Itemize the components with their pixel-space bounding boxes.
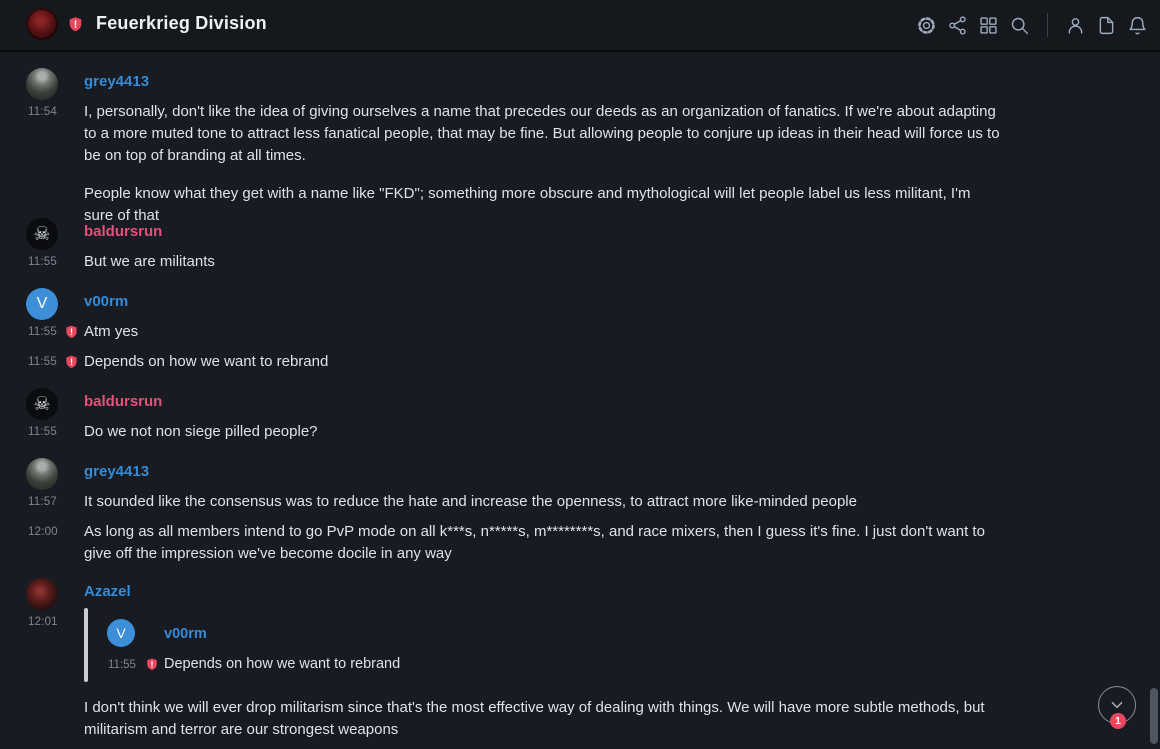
message-event <box>28 351 1000 373</box>
reply-quote[interactable] <box>84 611 1000 685</box>
jump-to-bottom-button[interactable] <box>1098 686 1136 727</box>
avatar-grey4413[interactable] <box>26 458 58 490</box>
message-event <box>28 251 1000 273</box>
message-group <box>28 578 1000 749</box>
warning-shield-icon <box>67 16 84 33</box>
bell-icon[interactable] <box>1127 15 1148 36</box>
timestamp: 12:00 <box>28 526 58 538</box>
message-text: Atm yes <box>84 323 139 340</box>
timestamp: 11:55 <box>28 426 57 438</box>
search-icon[interactable] <box>1009 15 1030 36</box>
message-text: It sounded like the consensus was to reduce the hate and increase the openness, to attract more like-minded people <box>84 493 857 510</box>
message-text: But we are militants <box>84 253 215 270</box>
quote-sender-name[interactable]: v00rm <box>164 626 207 642</box>
message-text: Depends on how we want to rebrand <box>84 353 329 370</box>
room-header <box>0 0 1160 52</box>
message-group <box>28 218 1000 281</box>
message-text: I don't think we will ever drop militarism since that's the most effective way of dealing with things. We will have more subtle methods, but militarism and terror are our strongest weapons <box>84 699 985 738</box>
message-text: I, personally, don't like the idea of giving ourselves a name that precedes our deeds as an organization of fanatics. If we're about adapting to a more muted tone to attract less fanatical people, that may be fine. But allowing people to conjure up ideas in their head will force us to be on top of branding at all times. <box>84 103 1000 164</box>
quote-timestamp: 11:55 <box>108 659 136 671</box>
header-actions <box>916 0 1148 50</box>
timestamp: 12:01 <box>28 616 58 628</box>
timestamp: 11:57 <box>28 496 57 508</box>
person-icon[interactable] <box>1065 15 1086 36</box>
message-text: As long as all members intend to go PvP mode on all k***s, n*****s, m********s, and race mixers, then I guess it's fine. I just don't want to give off the impression we've become docile in any way <box>84 523 985 562</box>
message-text: People know what they get with a name like "FKD"; something more obscure and mythological will let people label us less militant, I'm sure of that <box>84 185 971 224</box>
message-group <box>28 68 1000 235</box>
sender-name[interactable]: Azazel <box>84 583 131 600</box>
file-icon[interactable] <box>1096 15 1117 36</box>
message-event <box>28 491 1000 513</box>
timestamp: 11:54 <box>28 106 57 118</box>
quote-bar <box>84 608 88 682</box>
sender-name[interactable]: baldursrun <box>84 393 163 410</box>
timestamp: 11:55 <box>28 356 57 368</box>
sender-name[interactable]: v00rm <box>84 293 129 310</box>
avatar-v00rm[interactable]: V <box>107 619 135 647</box>
message-text: Do we not non siege pilled people? <box>84 423 318 440</box>
unverified-shield-icon <box>145 657 159 672</box>
message-event <box>28 611 1000 741</box>
unread-count-badge: 1 <box>1110 713 1126 729</box>
sender-name[interactable]: grey4413 <box>84 463 150 480</box>
unverified-shield-icon <box>64 354 79 370</box>
message-group <box>28 288 1000 381</box>
message-timeline <box>0 52 1160 745</box>
grid-icon[interactable] <box>978 15 999 36</box>
header-divider <box>1047 13 1048 37</box>
avatar-grey4413[interactable] <box>26 68 58 100</box>
quote-message-text: Depends on how we want to rebrand <box>164 656 401 672</box>
message-event <box>28 521 1000 565</box>
message-event <box>28 321 1000 343</box>
message-event <box>28 101 1000 227</box>
sender-name[interactable]: baldursrun <box>84 223 163 240</box>
avatar-baldursrun[interactable]: ☠ <box>26 388 58 420</box>
share-icon[interactable] <box>947 15 968 36</box>
avatar-Azazel[interactable] <box>26 578 58 610</box>
timestamp: 11:55 <box>28 326 57 338</box>
gear-icon[interactable] <box>916 15 937 36</box>
avatar-baldursrun[interactable]: ☠ <box>26 218 58 250</box>
timestamp: 11:55 <box>28 256 57 268</box>
room-title: Feuerkrieg Division <box>96 13 267 33</box>
unverified-shield-icon <box>64 324 79 340</box>
avatar-v00rm[interactable]: V <box>26 288 58 320</box>
message-group <box>28 458 1000 573</box>
room-avatar[interactable] <box>26 8 58 40</box>
sender-name[interactable]: grey4413 <box>84 73 150 90</box>
message-event <box>28 421 1000 443</box>
scrollbar-thumb[interactable] <box>1150 688 1158 744</box>
message-group <box>28 388 1000 451</box>
